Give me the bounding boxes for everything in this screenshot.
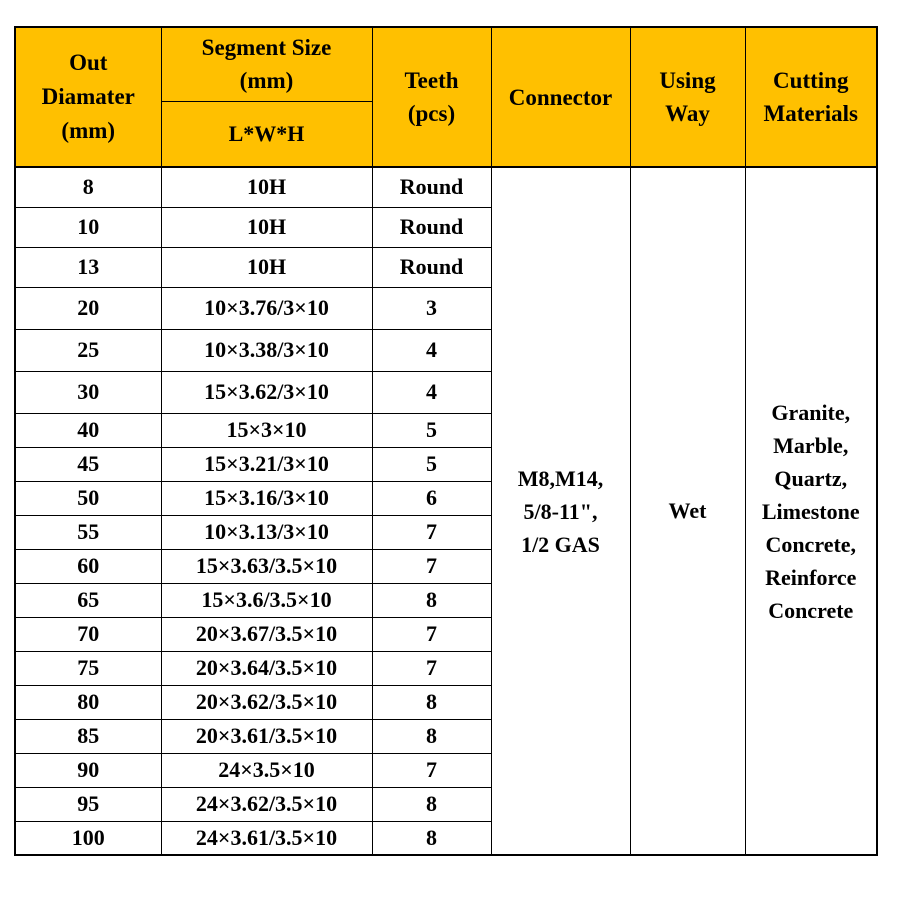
cell-out-diameter: 50 [15, 481, 161, 515]
cutting-material-line: Marble, [773, 432, 849, 458]
header-segment-size-line: (mm) [239, 68, 294, 94]
cell-teeth: 8 [372, 685, 491, 719]
header-cutting-materials-line: Cutting [773, 68, 849, 93]
cell-segment-size: 10×3.76/3×10 [161, 287, 372, 329]
cell-out-diameter: 90 [15, 753, 161, 787]
header-teeth-line: (pcs) [407, 101, 456, 126]
cell-segment-size: 10×3.13/3×10 [161, 515, 372, 549]
cell-segment-size: 20×3.62/3.5×10 [161, 685, 372, 719]
cell-out-diameter: 95 [15, 787, 161, 821]
cell-out-diameter: 30 [15, 371, 161, 413]
cell-using-way: Wet [630, 167, 745, 855]
cutting-material-line: Concrete, [765, 531, 857, 557]
cell-teeth: Round [372, 207, 491, 247]
cell-segment-size: 10H [161, 207, 372, 247]
header-out-diameter-line: (mm) [61, 118, 116, 143]
cell-teeth: 7 [372, 515, 491, 549]
cell-out-diameter: 25 [15, 329, 161, 371]
cell-teeth: 8 [372, 583, 491, 617]
cell-teeth: Round [372, 167, 491, 207]
cell-out-diameter: 8 [15, 167, 161, 207]
cell-teeth: 7 [372, 651, 491, 685]
cell-segment-size: 15×3.16/3×10 [161, 481, 372, 515]
cell-out-diameter: 60 [15, 549, 161, 583]
cutting-material-line: Concrete [768, 597, 854, 623]
cell-teeth: 8 [372, 719, 491, 753]
header-connector-line: Connector [508, 84, 613, 110]
header-using-way-line: Way [665, 101, 710, 126]
cell-out-diameter: 13 [15, 247, 161, 287]
cell-out-diameter: 65 [15, 583, 161, 617]
cell-segment-size: 10×3.38/3×10 [161, 329, 372, 371]
cell-out-diameter: 75 [15, 651, 161, 685]
cell-out-diameter: 20 [15, 287, 161, 329]
cell-out-diameter: 45 [15, 447, 161, 481]
cell-teeth: Round [372, 247, 491, 287]
cell-teeth: 8 [372, 787, 491, 821]
cell-segment-size: 20×3.61/3.5×10 [161, 719, 372, 753]
header-out-diameter [15, 27, 161, 167]
spec-table [14, 26, 878, 856]
cell-connector [491, 167, 630, 855]
header-segment-dimensions: L*W*H [161, 101, 372, 167]
connector-line: 1/2 GAS [521, 531, 600, 557]
cell-segment-size: 15×3.6/3.5×10 [161, 583, 372, 617]
cutting-material-line: Reinforce [765, 564, 857, 590]
header-out-diameter-line: Diamater [41, 84, 135, 109]
cutting-material-line: Quartz, [774, 465, 848, 491]
table-row [15, 167, 877, 207]
cell-teeth: 8 [372, 821, 491, 855]
cutting-material-line: Granite, [771, 399, 851, 425]
cell-out-diameter: 40 [15, 413, 161, 447]
cell-segment-size: 24×3.61/3.5×10 [161, 821, 372, 855]
cell-segment-size: 10H [161, 247, 372, 287]
cell-out-diameter: 10 [15, 207, 161, 247]
cell-teeth: 4 [372, 329, 491, 371]
header-connector [491, 27, 630, 167]
cell-out-diameter: 100 [15, 821, 161, 855]
cell-teeth: 6 [372, 481, 491, 515]
cell-segment-size: 24×3.62/3.5×10 [161, 787, 372, 821]
header-segment-size-line: Segment Size [201, 35, 332, 61]
cell-out-diameter: 70 [15, 617, 161, 651]
cell-out-diameter: 80 [15, 685, 161, 719]
cell-teeth: 7 [372, 753, 491, 787]
cell-segment-size: 15×3.21/3×10 [161, 447, 372, 481]
cell-segment-size: 15×3×10 [161, 413, 372, 447]
header-teeth [372, 27, 491, 167]
cell-cutting-materials [745, 167, 877, 855]
cell-segment-size: 20×3.67/3.5×10 [161, 617, 372, 651]
connector-line: 5/8-11", [523, 498, 598, 524]
cell-teeth: 5 [372, 413, 491, 447]
table-header [15, 27, 877, 167]
header-segment-size [161, 27, 372, 101]
cell-teeth: 7 [372, 617, 491, 651]
header-using-way [630, 27, 745, 167]
cell-out-diameter: 55 [15, 515, 161, 549]
cell-out-diameter: 85 [15, 719, 161, 753]
cell-segment-size: 10H [161, 167, 372, 207]
header-teeth-line: Teeth [404, 68, 459, 93]
cell-teeth: 3 [372, 287, 491, 329]
cell-segment-size: 15×3.62/3×10 [161, 371, 372, 413]
cell-teeth: 7 [372, 549, 491, 583]
cell-segment-size: 24×3.5×10 [161, 753, 372, 787]
cell-teeth: 5 [372, 447, 491, 481]
cell-segment-size: 15×3.63/3.5×10 [161, 549, 372, 583]
cell-teeth: 4 [372, 371, 491, 413]
header-out-diameter-line: Out [69, 50, 108, 75]
cutting-material-line: Limestone [761, 498, 860, 524]
header-cutting-materials-line: Materials [763, 101, 858, 126]
table-body [15, 167, 877, 855]
header-cutting-materials [745, 27, 877, 167]
header-using-way-line: Using [659, 68, 716, 93]
connector-line: M8,M14, [517, 465, 604, 491]
cell-segment-size: 20×3.64/3.5×10 [161, 651, 372, 685]
